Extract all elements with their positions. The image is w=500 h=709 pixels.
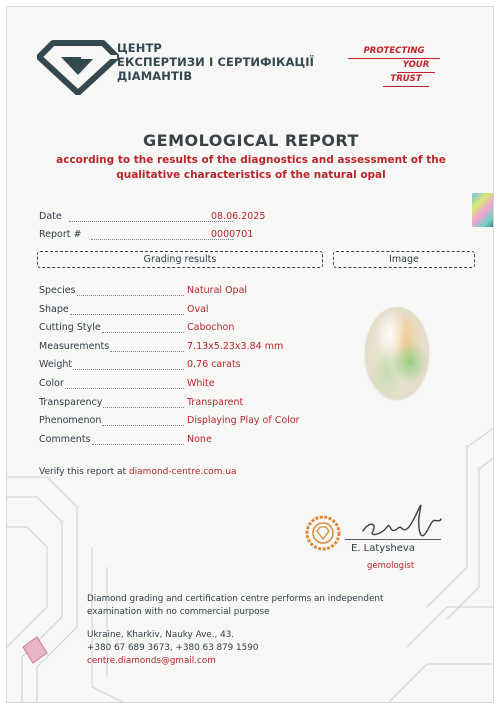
grading-row xyxy=(39,359,241,371)
organization-name xyxy=(117,41,314,83)
grading-row-label: Comments xyxy=(39,433,91,445)
slogan-line2: YOUR xyxy=(397,59,435,73)
grading-row-dots xyxy=(102,415,184,426)
date-label: Date xyxy=(39,211,62,222)
grading-row-value: Cabochon xyxy=(187,322,235,334)
signature-line xyxy=(345,539,441,540)
report-number-label: Report # xyxy=(39,229,82,240)
report-title: GEMOLOGICAL REPORT xyxy=(143,131,359,150)
grading-row-label: Transparency xyxy=(39,396,103,408)
grading-row-value: White xyxy=(187,378,215,389)
grading-row xyxy=(39,415,300,427)
image-header: Image xyxy=(333,251,475,268)
grading-row-value: Transparent xyxy=(187,396,244,408)
footer-email-link[interactable]: centre.diamonds@gmail.com xyxy=(87,656,216,666)
grading-row xyxy=(39,433,212,445)
slogan xyxy=(345,45,443,87)
verify-line xyxy=(39,467,237,477)
grading-row xyxy=(39,303,209,315)
report-number-value: 0000701 xyxy=(211,229,254,240)
grading-row-dots xyxy=(77,285,184,296)
grading-row-label: Color xyxy=(39,378,64,389)
grading-row-label: Weight xyxy=(39,359,73,371)
slogan-line3: TRUST xyxy=(383,73,429,87)
round-seal-icon xyxy=(305,515,341,551)
grading-row-dots xyxy=(103,397,184,408)
date-row xyxy=(39,211,266,222)
signature-icon xyxy=(359,501,443,543)
org-name-line2: ЕКСПЕРТИЗИ І СЕРТИФІКАЦІЇ xyxy=(117,55,315,69)
grading-results-header: Grading results xyxy=(37,251,323,268)
grading-row-label: Phenomenon xyxy=(39,415,102,427)
signer-role: gemologist xyxy=(367,561,415,571)
date-value: 08.06.2025 xyxy=(211,211,266,222)
footer-address: Ukraine, Kharkiv, Nauky Ave., 43. xyxy=(87,630,235,640)
org-name-line3: ДІАМАНТІВ xyxy=(117,69,193,83)
grading-row-dots xyxy=(65,378,184,389)
grading-row xyxy=(39,396,244,408)
grading-row-dots xyxy=(73,359,184,370)
grading-row-dots xyxy=(92,434,184,445)
certificate-page xyxy=(6,6,494,703)
footer xyxy=(87,593,387,668)
grading-row-label: Shape xyxy=(39,303,69,315)
grading-row-value: Displaying Play of Color xyxy=(187,415,300,427)
grading-row xyxy=(39,378,215,389)
report-subtitle: according to the results of the diagnostics and assessment of the qualitative characteristics of the natural opal xyxy=(56,154,446,181)
verify-text: Verify this report at xyxy=(39,467,127,477)
org-name-line1: ЦЕНТР xyxy=(117,41,162,55)
grading-row xyxy=(39,285,248,296)
diamond-logo-icon xyxy=(37,39,119,95)
verify-site-link[interactable]: diamond-centre.com.ua xyxy=(128,467,237,477)
signer-name: E. Latysheva xyxy=(351,543,415,554)
grading-row-value: None xyxy=(187,433,212,445)
footer-description: Diamond grading and certification centre performs an independent examination with no commercial purpose xyxy=(87,594,384,617)
grading-row-label: Species xyxy=(39,285,76,296)
grading-row-label: Cutting Style xyxy=(39,322,101,334)
grading-row-value: 0.76 carats xyxy=(187,359,241,371)
grading-row xyxy=(39,340,284,352)
grading-row xyxy=(39,322,235,334)
grading-row-value: Oval xyxy=(187,303,209,315)
footer-phones: +380 67 689 3673, +380 63 879 1590 xyxy=(87,643,259,653)
grading-row-value: Natural Opal xyxy=(187,285,248,296)
report-number-row xyxy=(39,229,254,240)
grading-row-label: Measurements xyxy=(39,340,110,352)
hologram-sticker-icon xyxy=(472,193,494,227)
grading-row-dots xyxy=(110,341,184,352)
opal-gem-image xyxy=(365,307,429,399)
corner-gem-icon xyxy=(23,637,47,663)
grading-row-dots xyxy=(70,304,184,315)
grading-row-value: 7.13x5.23x3.84 mm xyxy=(187,340,284,352)
grading-row-dots xyxy=(102,322,184,333)
slogan-line1: PROTECTING xyxy=(348,45,440,59)
